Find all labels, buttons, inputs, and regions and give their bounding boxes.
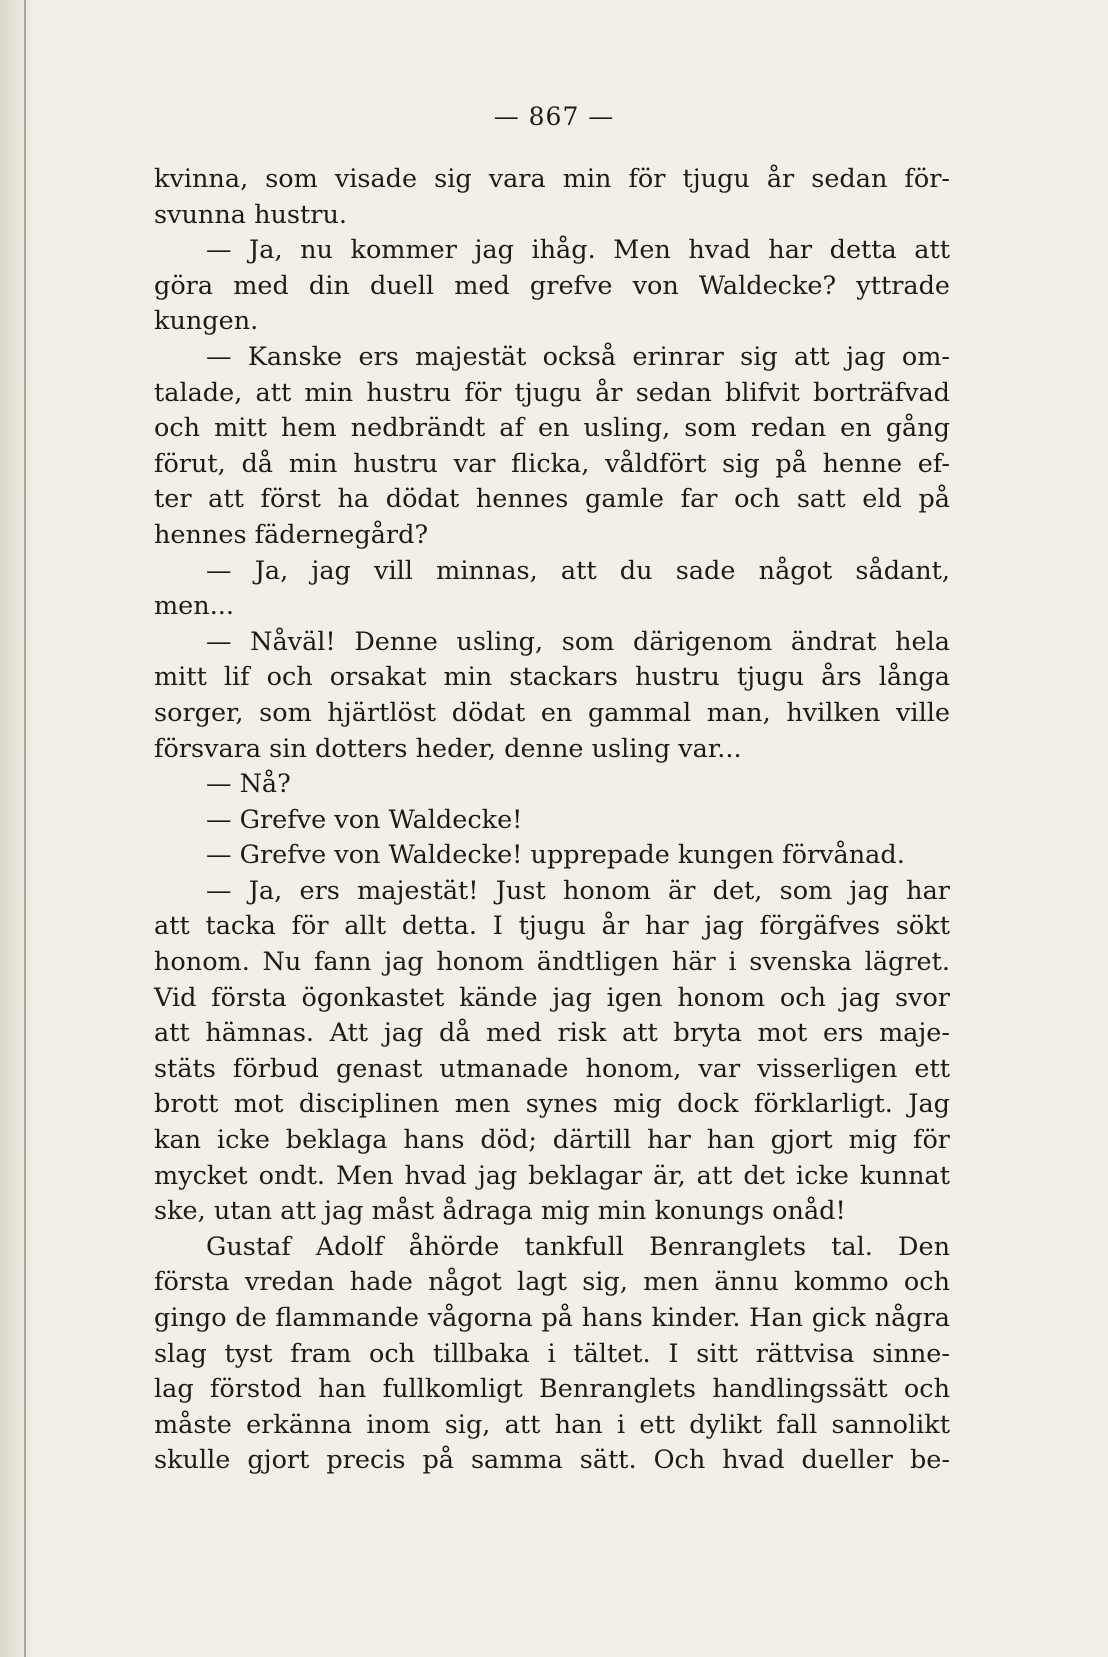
text-line: — Grefve von Waldecke! upprepade kungen förvånad. <box>206 840 905 871</box>
text-line: göra med din duell med grefve von Waldecke? yttrade <box>154 270 950 301</box>
text-line: mitt lif och orsakat min stackars hustru tjugu års långa <box>154 662 950 693</box>
page-binding-edge <box>0 0 34 1657</box>
text-line: brott mot disciplinen men synes mig dock förklarligt. Jag <box>154 1089 950 1120</box>
text-line: — Nå? <box>206 769 291 800</box>
text-line: kan icke beklaga hans död; därtill har han gjort mig för <box>154 1125 950 1156</box>
text-line: gingo de flammande vågorna på hans kinder. Han gick några <box>154 1303 950 1333</box>
text-line: kvinna, som visade sig vara min för tjugu år sedan för- <box>154 164 950 194</box>
text-line: lag förstod han fullkomligt Benranglets handlingssätt och <box>154 1374 950 1405</box>
text-line: kungen. <box>154 306 259 337</box>
text-line: första vredan hade något lagt sig, men ännu kommo och <box>154 1267 950 1298</box>
text-line: — Nåväl! Denne usling, som därigenom ändrat hela <box>206 626 950 657</box>
text-line: men... <box>154 591 235 622</box>
text-line: Gustaf Adolf åhörde tankfull Benranglets tal. Den <box>206 1231 950 1262</box>
text-line: — Ja, nu kommer jag ihåg. Men hvad har detta att <box>206 235 950 266</box>
text-line: hennes fädernegård? <box>154 519 429 550</box>
text-line: skulle gjort precis på samma sätt. Och hvad dueller be- <box>154 1445 950 1476</box>
text-line: ter att först ha dödat hennes gamle far och satt eld på <box>154 484 950 515</box>
text-line: ske, utan att jag måst ådraga mig min konungs onåd! <box>154 1196 846 1227</box>
text-line: att tacka för allt detta. I tjugu år har jag förgäfves sökt <box>154 911 950 942</box>
text-line: — Ja, ers majestät! Just honom är det, som jag har <box>206 875 950 906</box>
text-line: — Kanske ers majestät också erinrar sig att jag om- <box>206 341 950 372</box>
page-fold-line <box>24 0 26 1657</box>
text-line: talade, att min hustru för tjugu år sedan blifvit borträfvad <box>154 377 950 408</box>
text-line: sorger, som hjärtlöst dödat en gammal man, hvilken ville <box>154 697 950 728</box>
body-text <box>154 162 950 1479</box>
text-line: — Ja, jag vill minnas, att du sade något sådant, <box>206 555 950 586</box>
page-number: — 867 — <box>493 102 615 131</box>
text-line: — Grefve von Waldecke! <box>206 804 523 835</box>
text-line: svunna hustru. <box>154 199 347 230</box>
text-line: måste erkänna inom sig, att han i ett dylikt fall sannolikt <box>154 1409 950 1440</box>
text-line: slag tyst fram och tillbaka i tältet. I sitt rättvisa sinne- <box>154 1338 950 1369</box>
text-line: mycket ondt. Men hvad jag beklagar är, att det icke kunnat <box>154 1160 950 1191</box>
text-line: och mitt hem nedbrändt af en usling, som redan en gång <box>154 413 950 444</box>
text-line: Vid första ögonkastet kände jag igen honom och jag svor <box>154 982 950 1013</box>
text-line: stäts förbud genast utmanade honom, var visserligen ett <box>154 1053 950 1084</box>
text-line: försvara sin dotters heder, denne usling var... <box>154 733 742 764</box>
text-line: honom. Nu fann jag honom ändtligen här i svenska lägret. <box>154 947 950 978</box>
text-line: att hämnas. Att jag då med risk att bryta mot ers maje- <box>154 1018 950 1049</box>
text-line: förut, då min hustru var flicka, våldfört sig på henne ef- <box>154 448 950 479</box>
